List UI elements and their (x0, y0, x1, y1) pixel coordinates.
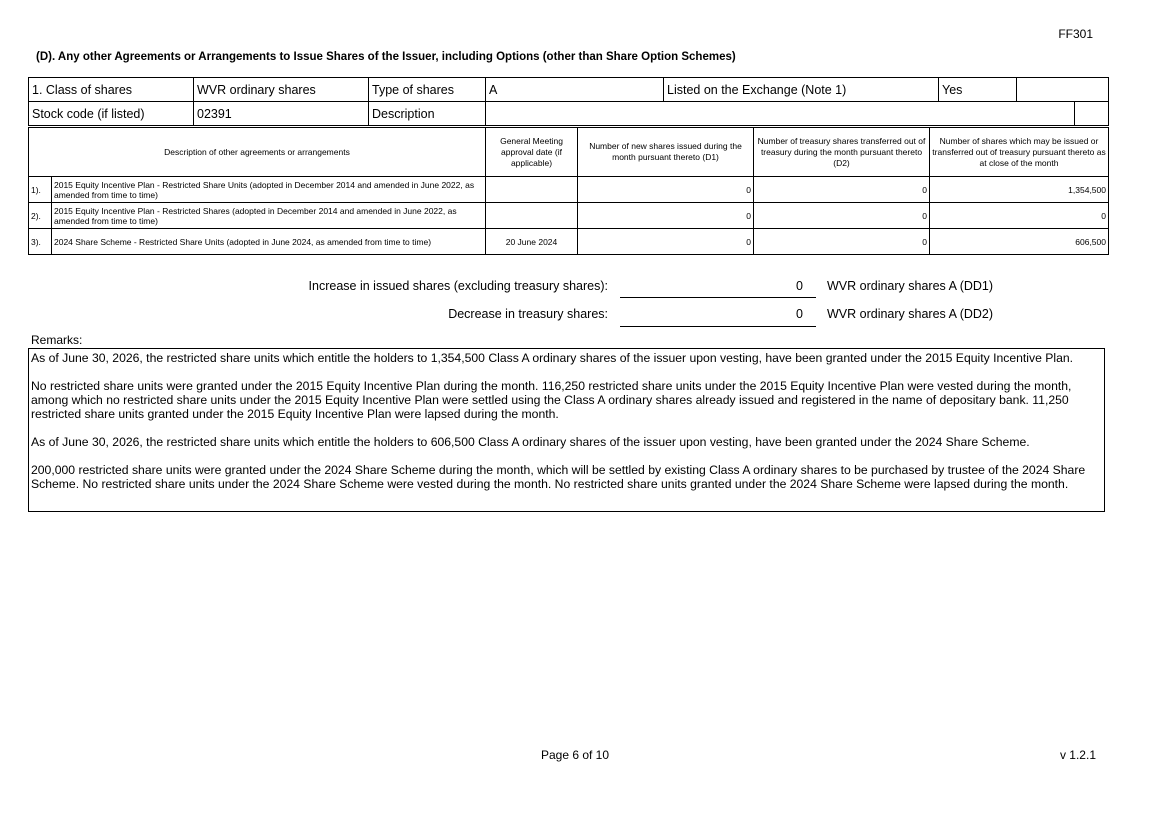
row-description: 2015 Equity Incentive Plan - Restricted Shares (adopted in December 2014 and amended in June 2022, as amended from time to time) (52, 203, 486, 229)
share-info-table (28, 77, 1109, 126)
row-d1: 0 (578, 203, 754, 229)
increase-label: Increase in issued shares (excluding treasury shares): (308, 279, 608, 293)
row-description: 2024 Share Scheme - Restricted Share Units (adopted in June 2024, as amended from time to time) (52, 229, 486, 255)
page-number: Page 6 of 10 (540, 748, 610, 762)
description-extra-cell (1075, 102, 1109, 126)
header-d1: Number of new shares issued during the month pursuant thereto (D1) (578, 128, 754, 177)
listed-value: Yes (939, 78, 1017, 102)
description-value (486, 102, 1075, 126)
header-remaining: Number of shares which may be issued or transferred out of treasury pursuant thereto as at close of the month (930, 128, 1109, 177)
row-d2: 0 (754, 229, 930, 255)
arrangements-table (28, 127, 1109, 255)
header-d2: Number of treasury shares transferred out of treasury during the month pursuant thereto (D2) (754, 128, 930, 177)
row-d1: 0 (578, 229, 754, 255)
description-label: Description (369, 102, 486, 126)
version-label: v 1.2.1 (1059, 748, 1096, 762)
row-remaining: 606,500 (930, 229, 1109, 255)
remarks-label: Remarks: (31, 333, 83, 347)
row-description: 2015 Equity Incentive Plan - Restricted Share Units (adopted in December 2014 and amended in June 2022, as amended from time to time) (52, 177, 486, 203)
row-index: 3). (29, 229, 52, 255)
remarks-paragraph: As of June 30, 2026, the restricted share units which entitle the holders to 1,354,500 Class A ordinary shares of the issuer upon vesting, have been granted under the 2015 Equity Incentive Plan. (31, 351, 1074, 365)
row-approval-date (486, 177, 578, 203)
header-description: Description of other agreements or arrangements (29, 128, 486, 177)
remarks-paragraph: No restricted share units were granted under the 2015 Equity Incentive Plan during the month. 116,250 restricted share units under the 2015 Equity Incentive Plan were vested during the month, among which no restricted share units under the 2015 Equity Incentive Plan were settled using the Class A ordinary shares already issued and registered in the name of depositary bank. 11,250 restricted share units granted under the 2015 Equity Incentive Plan were lapsed during the month. (31, 379, 1072, 421)
row-remaining: 0 (930, 203, 1109, 229)
section-title: (D). Any other Agreements or Arrangements to Issue Shares of the Issuer, including Options (other than Share Option Schemes) (36, 51, 736, 63)
table-row (29, 229, 1109, 255)
stock-code-label: Stock code (if listed) (29, 102, 194, 126)
row-remaining: 1,354,500 (930, 177, 1109, 203)
type-of-shares-value: A (486, 78, 664, 102)
decrease-value: 0 (796, 307, 803, 321)
decrease-label: Decrease in treasury shares: (448, 307, 608, 321)
row-d2: 0 (754, 203, 930, 229)
form-code: FF301 (1058, 27, 1093, 41)
row-index: 1). (29, 177, 52, 203)
table-row (29, 203, 1109, 229)
remarks-paragraph: 200,000 restricted share units were granted under the 2024 Share Scheme during the month, which will be settled by existing Class A ordinary shares to be purchased by trustee of the 2024 Share Scheme. No restricted share units under the 2024 Share Scheme were vested during the month. No restricted share units granted under the 2024 Share Scheme were lapsed during the month. (31, 463, 1086, 491)
remarks-paragraph: As of June 30, 2026, the restricted share units which entitle the holders to 606,500 Class A ordinary shares of the issuer upon vesting, have been granted under the 2024 Share Scheme. (31, 435, 1030, 449)
remarks-box (28, 348, 1105, 512)
header-approval-date: General Meeting approval date (if applicable) (486, 128, 578, 177)
listed-extra-cell (1017, 78, 1109, 102)
class-of-shares-value: WVR ordinary shares (194, 78, 369, 102)
table-row (29, 177, 1109, 203)
increase-value: 0 (796, 279, 803, 293)
class-of-shares-label: 1. Class of shares (29, 78, 194, 102)
decrease-unit: WVR ordinary shares A (DD2) (827, 307, 994, 321)
type-of-shares-label: Type of shares (369, 78, 486, 102)
row-index: 2). (29, 203, 52, 229)
row-d2: 0 (754, 177, 930, 203)
row-d1: 0 (578, 177, 754, 203)
row-approval-date: 20 June 2024 (486, 229, 578, 255)
listed-label: Listed on the Exchange (Note 1) (664, 78, 939, 102)
row-approval-date (486, 203, 578, 229)
increase-unit: WVR ordinary shares A (DD1) (827, 279, 994, 293)
stock-code-value: 02391 (194, 102, 369, 126)
